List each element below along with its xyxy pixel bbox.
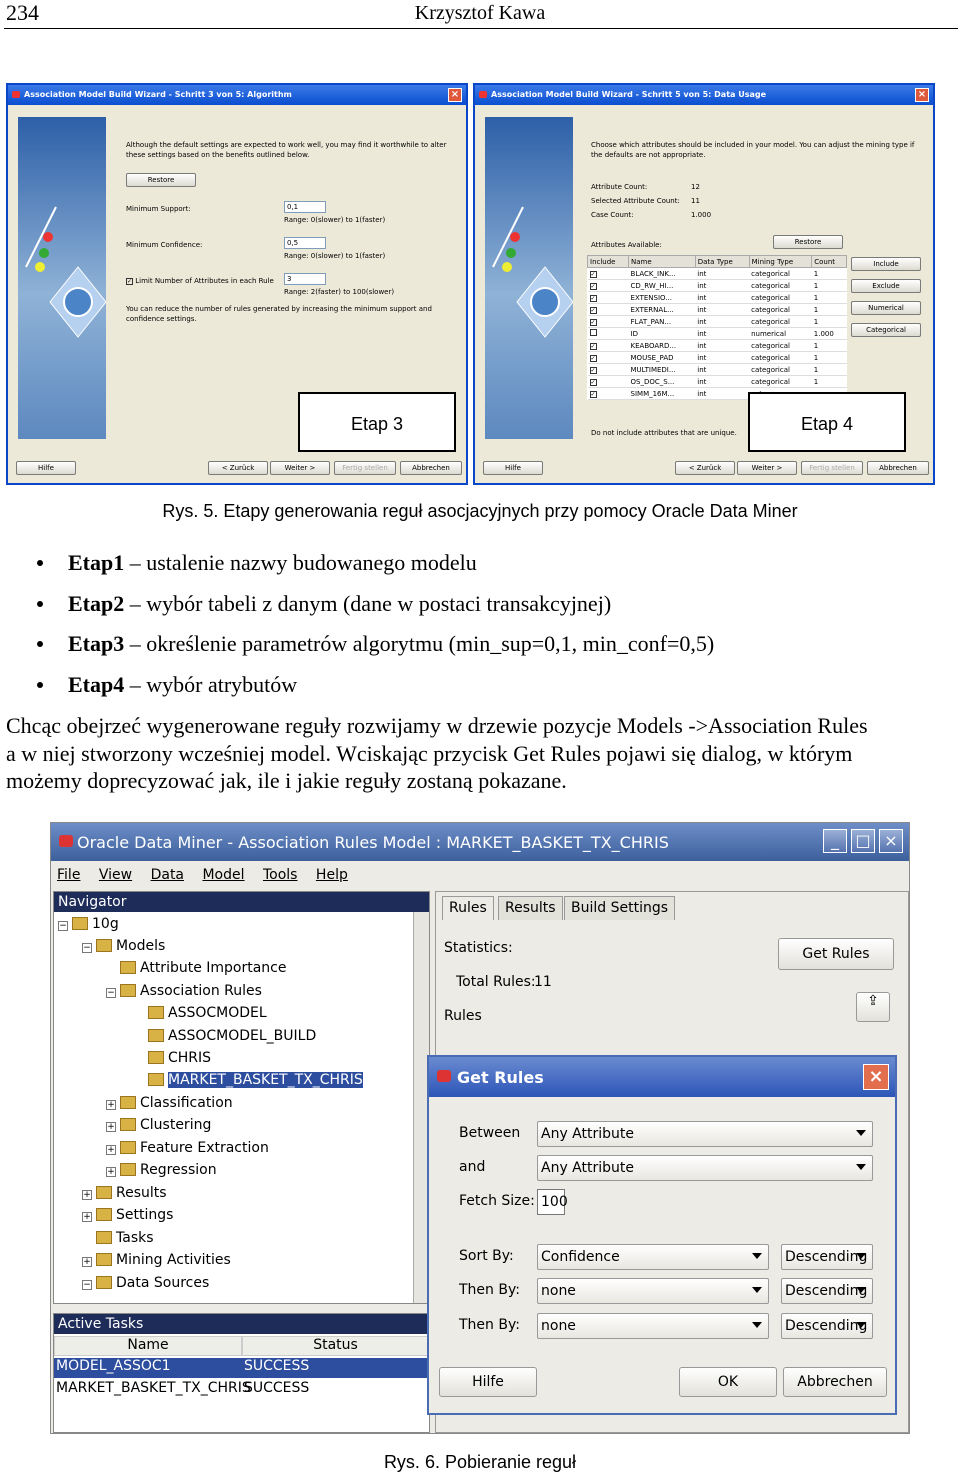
attribute-count-cell: 1 <box>812 340 847 352</box>
between-select[interactable] <box>537 1121 873 1147</box>
menu-data[interactable]: Data <box>150 867 185 883</box>
attribute-mining-type-cell: categorical <box>749 376 812 388</box>
attribute-data-type-cell: int <box>695 352 749 364</box>
get-rules-titlebar <box>429 1057 895 1097</box>
data-usage-intro-line2: the defaults are not appropriate. <box>591 151 706 159</box>
task-name: MODEL_ASSOC1 <box>56 1358 171 1374</box>
expand-icon[interactable]: + <box>107 1122 115 1132</box>
get-rules-dialog <box>427 1055 897 1415</box>
fetch-size-label: Fetch Size: <box>459 1193 535 1209</box>
selected-count-value: 11 <box>691 197 700 205</box>
navigator-panel <box>53 891 430 1304</box>
checkbox-check-icon: ✓ <box>127 278 133 285</box>
checkbox-checked-icon[interactable]: ✓ <box>590 294 596 302</box>
attribute-data-type-cell: int <box>695 364 749 376</box>
attribute-data-type-cell: int <box>695 316 749 328</box>
limit-attributes-range: Range: 2(faster) to 100(slower) <box>284 288 395 296</box>
folder-icon <box>120 1163 136 1176</box>
attribute-row[interactable] <box>588 340 847 352</box>
oracle-logo-icon <box>437 1070 451 1082</box>
tree-label: Mining Activities <box>116 1252 231 1268</box>
tree-chris[interactable] <box>148 1050 211 1066</box>
cancel-button[interactable]: Abbrechen <box>783 1367 887 1397</box>
total-rules-value: 11 <box>534 974 552 990</box>
close-icon[interactable]: × <box>879 829 903 853</box>
tree-results[interactable] <box>82 1185 167 1201</box>
tree-classification[interactable] <box>106 1095 233 1111</box>
tree-settings[interactable] <box>82 1207 173 1223</box>
numerical-button[interactable]: Numerical <box>851 301 921 315</box>
folder-icon <box>120 961 136 974</box>
and-label: and <box>459 1159 486 1175</box>
case-count-label: Case Count: <box>591 211 634 219</box>
folder-icon <box>96 1208 112 1221</box>
checkbox-checked-icon[interactable]: ✓ <box>590 342 596 350</box>
checkbox-checked-icon[interactable]: ✓ <box>590 270 596 278</box>
wizard-graphic-icon <box>485 117 573 439</box>
etap4-label: Etap 4 <box>748 392 906 452</box>
menu-tools[interactable]: Tools <box>262 867 298 883</box>
navigator-header: Navigator <box>54 892 429 912</box>
include-cell[interactable] <box>588 268 629 280</box>
include-cell[interactable] <box>588 316 629 328</box>
attribute-data-type-cell: int <box>695 292 749 304</box>
chevron-down-icon <box>856 1130 866 1136</box>
task-col-status[interactable]: Status <box>242 1336 429 1356</box>
wizard-side-image <box>18 117 106 439</box>
restore-button[interactable]: Restore <box>773 235 843 249</box>
model-icon <box>148 1073 164 1086</box>
attribute-name-cell: BLACK_INK... <box>629 268 696 280</box>
attribute-row[interactable] <box>588 364 847 376</box>
help-button[interactable]: Hilfe <box>16 461 76 475</box>
attribute-mining-type-cell: categorical <box>749 340 812 352</box>
tree-feature-extraction[interactable] <box>106 1140 269 1156</box>
attribute-row[interactable] <box>588 292 847 304</box>
col-count[interactable]: Count <box>812 256 847 268</box>
folder-icon <box>96 1276 112 1289</box>
between-label: Between <box>459 1125 521 1141</box>
then-order-value-2: Descending <box>785 1318 868 1334</box>
attribute-row[interactable] <box>588 328 847 340</box>
folder-icon <box>96 1253 112 1266</box>
attribute-data-type-cell: int <box>695 280 749 292</box>
collapse-icon[interactable]: − <box>83 943 91 953</box>
tree-label-selected: MARKET_BASKET_TX_CHRIS <box>168 1072 363 1088</box>
wizard-intro-line1: Although the default settings are expected to work well, you may find it worthwhile to alter <box>126 141 447 149</box>
attribute-count-label: Attribute Count: <box>591 183 648 191</box>
and-select[interactable] <box>537 1155 873 1181</box>
sort-order-value: Descending <box>785 1249 868 1265</box>
folder-icon <box>120 984 136 997</box>
get-rules-title: Get Rules <box>457 1068 544 1087</box>
min-support-input[interactable]: 0,1 <box>284 201 326 213</box>
fetch-size-input[interactable]: 100 <box>537 1189 565 1215</box>
cancel-button[interactable]: Abbrechen <box>867 461 929 475</box>
attributes-available-label: Attributes Available: <box>591 241 662 249</box>
rules-label: Rules <box>444 1008 482 1024</box>
attribute-mining-type-cell: categorical <box>749 352 812 364</box>
odm-title: Oracle Data Miner - Association Rules Model : MARKET_BASKET_TX_CHRIS <box>77 833 669 852</box>
maximize-icon[interactable]: □ <box>851 829 875 853</box>
bullet-term: Etap3 <box>68 631 125 656</box>
col-include[interactable]: Include <box>588 256 629 268</box>
tree-label: ASSOCMODEL_BUILD <box>168 1028 317 1044</box>
body-paragraph-line3: możemy doprecyzować jak, ile i jakie reguły zostaną pokazane. <box>6 768 567 793</box>
oracle-data-miner-window <box>50 822 910 1434</box>
checkbox-checked-icon[interactable]: ✓ <box>590 318 596 326</box>
categorical-button[interactable]: Categorical <box>851 323 921 337</box>
bullet-text: – wybór atrybutów <box>124 672 298 697</box>
min-confidence-label: Minimum Confidence: <box>126 241 203 249</box>
menu-bar <box>51 861 909 887</box>
selected-count-label: Selected Attribute Count: <box>591 197 680 205</box>
attribute-data-type-cell: int <box>695 328 749 340</box>
sort-by-select[interactable] <box>537 1244 769 1270</box>
checkbox-checked-icon[interactable]: ✓ <box>590 306 596 314</box>
chevron-down-icon <box>752 1287 762 1293</box>
chevron-down-icon <box>856 1164 866 1170</box>
expand-icon[interactable]: + <box>83 1257 91 1267</box>
menu-view[interactable]: View <box>98 867 133 883</box>
tree-clustering[interactable] <box>106 1117 211 1133</box>
task-col-name[interactable]: Name <box>54 1336 242 1356</box>
bullet-text: – ustalenie nazwy budowanego modelu <box>124 550 477 575</box>
bullet-dot <box>37 682 43 688</box>
col-data-type[interactable]: Data Type <box>695 256 749 268</box>
tree-label: CHRIS <box>168 1050 212 1066</box>
model-icon <box>148 1051 164 1064</box>
include-cell[interactable] <box>588 292 629 304</box>
bullet-dot <box>37 641 43 647</box>
oracle-logo-icon <box>12 91 20 98</box>
total-rules-label: Total Rules: <box>456 974 536 990</box>
attribute-count-cell: 1 <box>812 376 847 388</box>
tree-label: Tasks <box>116 1230 154 1246</box>
attribute-mining-type-cell: categorical <box>749 268 812 280</box>
attribute-row[interactable] <box>588 268 847 280</box>
between-value: Any Attribute <box>541 1126 635 1142</box>
chevron-down-icon <box>752 1322 762 1328</box>
etap3-label: Etap 3 <box>298 392 456 452</box>
help-button[interactable]: Hilfe <box>439 1367 537 1397</box>
restore-button[interactable]: Restore <box>126 173 196 187</box>
wizard-step3-titlebar <box>8 85 466 105</box>
attribute-data-type-cell: int <box>695 268 749 280</box>
finish-button[interactable]: Fertig stellen <box>334 461 396 475</box>
attribute-row[interactable] <box>588 352 847 364</box>
attribute-count-cell: 1 <box>812 292 847 304</box>
back-button[interactable]: < Zurück <box>675 461 735 475</box>
then-by-select-1[interactable] <box>537 1278 769 1304</box>
attribute-count-cell: 1 <box>812 352 847 364</box>
attribute-row[interactable] <box>588 376 847 388</box>
min-confidence-range: Range: 0(slower) to 1(faster) <box>284 252 386 260</box>
wizard-step3-title: Association Model Build Wizard - Schritt 3 von 5: Algorithm <box>24 90 292 99</box>
tree-tasks[interactable] <box>96 1230 154 1246</box>
include-button[interactable]: Include <box>851 257 921 271</box>
attribute-name-cell: EXTERNAL... <box>629 304 696 316</box>
chevron-down-icon <box>856 1253 866 1259</box>
attribute-name-cell: CD_RW_HI... <box>629 280 696 292</box>
task-row[interactable] <box>54 1380 429 1400</box>
model-icon <box>148 1006 164 1019</box>
min-support-label: Minimum Support: <box>126 205 191 213</box>
attribute-name-cell: MULTIMEDI... <box>629 364 696 376</box>
attribute-data-type-cell: int <box>695 388 749 400</box>
then-by-label-1: Then By: <box>459 1282 520 1298</box>
include-cell[interactable] <box>588 388 629 400</box>
sort-order-select[interactable] <box>781 1244 873 1270</box>
active-tasks-panel <box>53 1313 430 1433</box>
folder-icon <box>96 1231 112 1244</box>
bullet-text: – określenie parametrów algorytmu (min_sup=0,1, min_conf=0,5) <box>124 631 715 656</box>
attribute-count-cell: 1 <box>812 304 847 316</box>
attribute-row[interactable] <box>588 280 847 292</box>
collapse-icon[interactable]: − <box>59 921 67 931</box>
checkbox-checked-icon[interactable]: ✓ <box>590 378 596 386</box>
collapse-icon[interactable]: − <box>83 1280 91 1290</box>
case-count-value: 1.000 <box>691 211 712 219</box>
statistics-label: Statistics: <box>444 940 513 956</box>
min-support-range: Range: 0(slower) to 1(faster) <box>284 216 386 224</box>
chevron-down-icon <box>752 1253 762 1259</box>
attribute-data-type-cell: int <box>695 340 749 352</box>
expand-icon[interactable]: + <box>107 1167 115 1177</box>
task-status: SUCCESS <box>244 1358 310 1374</box>
header-rule <box>4 28 958 29</box>
include-cell[interactable] <box>588 352 629 364</box>
bullet-term: Etap1 <box>68 550 125 575</box>
tree-label: Attribute Importance <box>140 960 287 976</box>
attribute-count-cell: 1.000 <box>812 328 847 340</box>
tree-label: Clustering <box>140 1117 212 1133</box>
bullet-term: Etap2 <box>68 591 125 616</box>
minimize-icon[interactable]: _ <box>823 829 847 853</box>
oracle-logo-icon <box>59 835 73 847</box>
wizard-note-line2: confidence settings. <box>126 315 197 323</box>
expand-icon[interactable]: + <box>83 1212 91 1222</box>
then-order-value-1: Descending <box>785 1283 868 1299</box>
checkbox-checked-icon[interactable]: ✓ <box>590 366 596 374</box>
data-usage-intro-line1: Choose which attributes should be included in your model. You can adjust the mining type if <box>591 141 915 149</box>
checkbox-unchecked-icon[interactable] <box>590 329 597 336</box>
limit-attributes-input[interactable]: 3 <box>284 273 326 285</box>
checkbox-checked-icon[interactable]: ✓ <box>590 282 596 290</box>
limit-attributes-checkbox[interactable] <box>126 277 274 285</box>
tree-market-basket[interactable] <box>148 1072 363 1088</box>
tree-label: Results <box>116 1185 167 1201</box>
collapse-icon[interactable]: − <box>107 988 115 998</box>
limit-attributes-label: Limit Number of Attributes in each Rule <box>135 277 274 285</box>
task-status: SUCCESS <box>244 1380 310 1396</box>
export-icon[interactable]: ⇪ <box>856 992 890 1022</box>
wizard-side-image <box>485 117 573 439</box>
expand-icon[interactable]: + <box>107 1145 115 1155</box>
folder-icon <box>120 1141 136 1154</box>
task-row[interactable] <box>54 1358 429 1378</box>
expand-icon[interactable]: + <box>83 1190 91 1200</box>
tree-regression[interactable] <box>106 1162 217 1178</box>
task-name: MARKET_BASKET_TX_CHRIS <box>56 1380 251 1396</box>
checkbox-checked-icon[interactable]: ✓ <box>590 354 596 362</box>
wizard-step5-titlebar <box>475 85 933 105</box>
sort-by-value: Confidence <box>541 1249 620 1265</box>
attribute-count-value: 12 <box>691 183 700 191</box>
wizard-graphic-icon <box>18 117 106 439</box>
attribute-name-cell: KEABOARD... <box>629 340 696 352</box>
unique-attributes-note: Do not include attributes that are unique. <box>591 429 737 437</box>
chevron-down-icon <box>856 1322 866 1328</box>
tree-label: Models <box>116 938 166 954</box>
attribute-count-cell: 1 <box>812 280 847 292</box>
include-cell[interactable] <box>588 328 629 340</box>
tree-mining-activities[interactable] <box>82 1252 231 1268</box>
include-cell[interactable] <box>588 376 629 388</box>
col-name[interactable]: Name <box>629 256 696 268</box>
active-tasks-header: Active Tasks <box>54 1314 429 1334</box>
ok-button[interactable]: OK <box>679 1367 777 1397</box>
attribute-row[interactable] <box>588 304 847 316</box>
database-icon <box>72 917 88 930</box>
folder-icon <box>96 1186 112 1199</box>
tree-label: Regression <box>140 1162 217 1178</box>
then-order-select-1[interactable] <box>781 1278 873 1304</box>
help-button[interactable]: Hilfe <box>483 461 543 475</box>
attribute-name-cell: OS_DOC_S... <box>629 376 696 388</box>
tab-build-settings[interactable]: Build Settings <box>564 896 675 920</box>
back-button[interactable]: < Zurück <box>208 461 268 475</box>
attribute-mining-type-cell: categorical <box>749 292 812 304</box>
tab-results[interactable]: Results <box>498 896 563 920</box>
tree-10g[interactable] <box>58 916 119 932</box>
chevron-down-icon <box>856 1287 866 1293</box>
bullet-text: – wybór tabeli z danym (dane w postaci transakcyjnej) <box>124 591 612 616</box>
checkbox-checked-icon[interactable]: ✓ <box>590 390 596 398</box>
tree-models[interactable] <box>82 938 165 954</box>
body-paragraph-line1: Chcąc obejrzeć wygenerowane reguły rozwijamy w drzewie pozycje Models ->Association Rules <box>6 713 868 738</box>
tree-assocmodel[interactable] <box>148 1005 267 1021</box>
then-by-select-2[interactable] <box>537 1313 769 1339</box>
wizard-note-line1: You can reduce the number of rules generated by increasing the minimum support and <box>126 305 432 313</box>
attribute-name-cell: SIMM_16M... <box>629 388 696 400</box>
close-icon[interactable]: × <box>863 1064 889 1090</box>
then-by-value-1: none <box>541 1283 576 1299</box>
attribute-data-type-cell: int <box>695 376 749 388</box>
attribute-data-type-cell: int <box>695 304 749 316</box>
close-icon[interactable]: × <box>915 88 929 102</box>
wizard-intro-line2: these settings based on the benefits outlined below. <box>126 151 310 159</box>
tree-label: Feature Extraction <box>140 1140 269 1156</box>
attribute-name-cell: MOUSE_PAD <box>629 352 696 364</box>
then-order-select-2[interactable] <box>781 1313 873 1339</box>
attribute-mining-type-cell: numerical <box>749 328 812 340</box>
tree-label: ASSOCMODEL <box>168 1005 267 1021</box>
tab-rules[interactable]: Rules <box>442 896 494 920</box>
folder-icon <box>96 939 112 952</box>
menu-file[interactable]: File <box>57 867 81 883</box>
attribute-mining-type-cell: categorical <box>749 304 812 316</box>
min-confidence-input[interactable]: 0,5 <box>284 237 326 249</box>
attribute-count-cell: 1 <box>812 268 847 280</box>
sort-by-label: Sort By: <box>459 1248 514 1264</box>
attribute-row[interactable] <box>588 316 847 328</box>
attribute-name-cell: EXTENSIO... <box>629 292 696 304</box>
close-icon[interactable]: × <box>448 88 462 102</box>
bullet-dot <box>37 560 43 566</box>
include-cell[interactable] <box>588 280 629 292</box>
body-paragraph-line2: a w niej stworzony wcześniej model. Wciskając przycisk Get Rules pojawi się dialog, w którym <box>6 741 853 766</box>
attribute-mining-type-cell: categorical <box>749 280 812 292</box>
page-number: 234 <box>6 0 39 25</box>
tree-label: Data Sources <box>116 1275 210 1291</box>
menu-help[interactable]: Help <box>315 867 348 883</box>
include-cell[interactable] <box>588 340 629 352</box>
and-value: Any Attribute <box>541 1160 635 1176</box>
bullet-dot <box>37 601 43 607</box>
attributes-table-body <box>588 268 847 400</box>
figure6-caption: Rys. 6. Pobieranie reguł <box>383 1452 577 1472</box>
oracle-logo-icon <box>479 91 487 98</box>
attribute-count-cell: 1 <box>812 364 847 376</box>
figure5-caption: Rys. 5. Etapy generowania reguł asocjacyjnych przy pomocy Oracle Data Miner <box>162 501 798 521</box>
cancel-button[interactable]: Abbrechen <box>400 461 462 475</box>
include-cell[interactable] <box>588 364 629 376</box>
expand-icon[interactable]: + <box>107 1100 115 1110</box>
tree-association-rules[interactable] <box>106 983 262 999</box>
attribute-name-cell: FLAT_PAN... <box>629 316 696 328</box>
model-icon <box>148 1029 164 1042</box>
exclude-button[interactable]: Exclude <box>851 279 921 293</box>
get-rules-button[interactable]: Get Rules <box>778 938 894 970</box>
next-button[interactable]: Weiter > <box>737 461 797 475</box>
tree-attribute-importance[interactable] <box>120 960 287 976</box>
then-by-value-2: none <box>541 1318 576 1334</box>
attribute-mining-type-cell: categorical <box>749 364 812 376</box>
attributes-table <box>587 255 847 400</box>
tree-label: Settings <box>116 1207 174 1223</box>
menu-model[interactable]: Model <box>202 867 245 883</box>
folder-icon <box>120 1118 136 1131</box>
finish-button[interactable]: Fertig stellen <box>801 461 863 475</box>
odm-titlebar <box>51 823 909 861</box>
tree-label: Classification <box>140 1095 233 1111</box>
running-header-author: Krzysztof Kawa <box>414 2 546 24</box>
include-cell[interactable] <box>588 304 629 316</box>
tree-label: Association Rules <box>140 983 262 999</box>
col-mining-type[interactable]: Mining Type <box>749 256 812 268</box>
attribute-count-cell: 1 <box>812 316 847 328</box>
folder-icon <box>120 1096 136 1109</box>
next-button[interactable]: Weiter > <box>270 461 330 475</box>
attribute-mining-type-cell: categorical <box>749 316 812 328</box>
attribute-name-cell: ID <box>629 328 696 340</box>
bullet-term: Etap4 <box>68 672 125 697</box>
tree-data-sources[interactable] <box>82 1275 209 1291</box>
wizard-step5-title: Association Model Build Wizard - Schritt 5 von 5: Data Usage <box>491 90 767 99</box>
then-by-label-2: Then By: <box>459 1317 520 1333</box>
tree-label: 10g <box>92 916 119 932</box>
tree-assocmodel-build[interactable] <box>148 1028 316 1044</box>
